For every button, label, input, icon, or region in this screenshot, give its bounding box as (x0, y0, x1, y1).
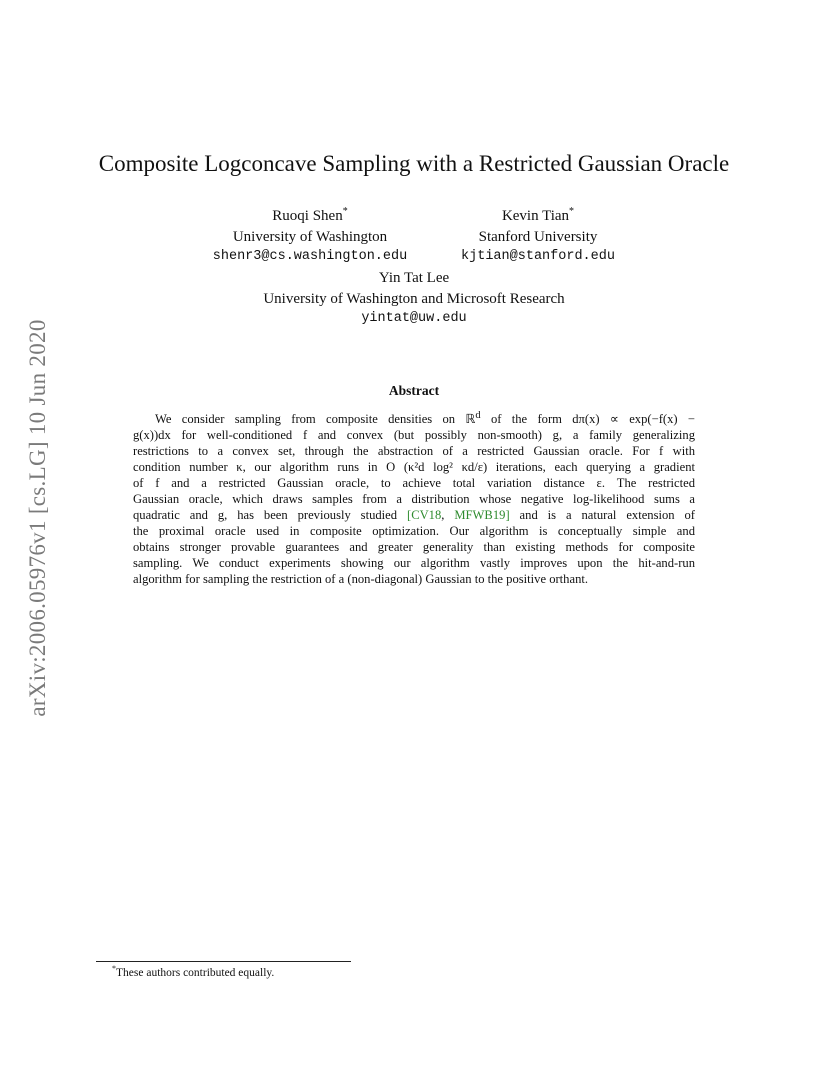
abstract-line: obtains stronger provable guarantees and greater generality than existing methods for composite (133, 540, 695, 555)
author-block (418, 202, 658, 268)
arxiv-identifier: arXiv:2006.05976v1 [cs.LG] 10 Jun 2020 (25, 319, 50, 717)
abstract-line-text: and is a natural extension of (509, 508, 695, 523)
footnote-mark: * (112, 964, 116, 973)
abstract-line: of f and a restricted Gaussian oracle, to achieve total variation distance ε. The restricted (133, 476, 695, 491)
author-affiliation: University of Washington and Microsoft Research (263, 290, 565, 307)
citation-separator: , (441, 508, 455, 523)
author-mark: * (342, 206, 348, 217)
abstract-heading: Abstract (388, 383, 440, 398)
abstract-line: restrictions to a convex set, through the abstraction of a restricted Gaussian oracle. For f with (133, 444, 695, 459)
abstract-line-text: We consider sampling from composite densities on ℝ (155, 412, 476, 427)
footnote-rule (96, 961, 351, 962)
abstract-line: the proximal oracle used in composite optimization. Our algorithm is conceptually simple and (133, 524, 695, 539)
citation-link[interactable]: CV18 (411, 508, 442, 523)
author-affiliation: Stanford University (478, 228, 598, 245)
abstract-line: Gaussian oracle, which draws samples from a distribution whose negative log-likelihood sums a (133, 492, 695, 507)
abstract-line (133, 408, 695, 427)
author-name: Yin Tat Lee (378, 270, 450, 286)
footnote (112, 964, 274, 979)
abstract-line: condition number κ, our algorithm runs in O (κ²d log² κd/ε) iterations, each querying a gradient (133, 460, 695, 475)
abstract-line-text: of the form dπ(x) ∝ exp(−f(x) − (480, 412, 695, 427)
author-name: Kevin Tian (501, 208, 570, 224)
citation-bracket: [ (406, 508, 412, 523)
abstract-superscript: d (475, 410, 481, 421)
author-name: Ruoqi Shen (272, 208, 343, 224)
abstract-line: sampling. We conduct experiments showing our algorithm vastly improves upon the hit-and-run (133, 556, 695, 571)
abstract-line: algorithm for sampling the restriction of a (non-diagonal) Gaussian to the positive orthant. (133, 572, 589, 587)
author-affiliation: University of Washington (232, 228, 388, 245)
author-email[interactable]: yintat@uw.edu (361, 311, 467, 326)
abstract-line (133, 507, 695, 523)
citation-bracket: ] (505, 508, 510, 523)
author-block (164, 268, 664, 330)
author-email[interactable]: kjtian@stanford.edu (461, 249, 615, 264)
author-mark: * (569, 206, 575, 217)
abstract-line-text: quadratic and g, has been previously studied (133, 508, 398, 523)
arxiv-sidebar (16, 278, 60, 758)
paper-title: Composite Logconcave Sampling with a Restricted Gaussian Oracle (98, 151, 730, 176)
abstract-line: g(x))dx for well-conditioned f and convex (but possibly non-smooth) g, a family generalizing (133, 428, 695, 443)
footnote-text: These authors contributed equally. (116, 966, 275, 979)
abstract-body (133, 408, 695, 587)
author-block (190, 202, 430, 268)
citation-link[interactable]: MFWB19 (454, 508, 506, 523)
author-email[interactable]: shenr3@cs.washington.edu (212, 249, 408, 264)
